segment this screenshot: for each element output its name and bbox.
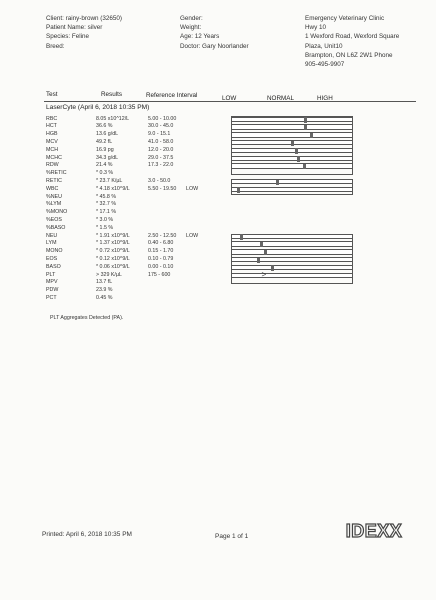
reference-range: 17.3 - 22.0 xyxy=(148,162,174,169)
clinic-line: Emergency Veterinary Clinic xyxy=(305,15,385,22)
col-high: HIGH xyxy=(317,95,333,102)
test-name: MONO xyxy=(46,248,63,255)
test-name: PDW xyxy=(46,287,59,294)
value-marker xyxy=(271,265,274,270)
flag-label: LOW xyxy=(186,232,199,239)
flag-label: LOW xyxy=(186,185,199,192)
result-row xyxy=(46,279,406,287)
col-results: Results xyxy=(101,91,122,98)
result-value: * 17.1 % xyxy=(96,209,117,216)
result-value: * 1.91 x10^9/L xyxy=(96,232,130,239)
range-bar xyxy=(231,249,353,255)
test-name: MCV xyxy=(46,138,58,145)
result-row xyxy=(46,272,406,280)
result-value: * 0.06 x10^9/L xyxy=(96,263,130,270)
reference-range: 5.50 - 19.50 xyxy=(148,185,177,192)
patient-name: Patient Name: silver xyxy=(46,24,103,32)
page-number: Page 1 of 1 xyxy=(215,533,249,540)
result-row xyxy=(46,131,406,139)
test-name: MPV xyxy=(46,279,58,286)
result-value: 0.45 % xyxy=(96,294,113,301)
doctor: Doctor: Gary Noorlander xyxy=(180,42,249,50)
result-value: * 3.0 % xyxy=(96,216,114,223)
test-name: RBC xyxy=(46,115,58,122)
reference-range: 12.0 - 20.0 xyxy=(148,146,174,153)
value-marker xyxy=(260,242,263,247)
result-row xyxy=(46,233,406,241)
test-name: PLT xyxy=(46,271,56,278)
test-name: WBC xyxy=(46,185,59,192)
test-name: HGB xyxy=(46,131,58,138)
reference-range: 3.0 - 50.0 xyxy=(148,177,171,184)
value-marker xyxy=(240,234,243,239)
result-value: * 4.18 x10^9/L xyxy=(96,185,130,192)
result-row xyxy=(46,178,406,186)
result-row xyxy=(46,240,406,248)
value-marker xyxy=(304,125,307,130)
range-bar xyxy=(231,140,353,146)
result-value: 13.6 g/dL xyxy=(96,131,119,138)
result-value: 13.7 fL xyxy=(96,279,113,286)
result-row xyxy=(46,162,406,170)
reference-range: 0.10 - 0.79 xyxy=(148,255,174,262)
section-title: LaserCyte (April 6, 2018 10:35 PM) xyxy=(46,104,150,111)
value-marker xyxy=(276,180,279,185)
result-row xyxy=(46,116,406,124)
clinic-line: Plaza, Unit10 xyxy=(305,42,343,50)
value-marker xyxy=(295,148,298,153)
result-value: * 45.8 % xyxy=(96,193,117,200)
test-name: RDW xyxy=(46,162,59,169)
result-value: 8.05 x10^12/L xyxy=(96,115,130,122)
col-normal: NORMAL xyxy=(267,95,294,102)
patient-details xyxy=(180,14,249,51)
reference-range: 9.0 - 15.1 xyxy=(148,131,171,138)
client-info xyxy=(46,14,122,51)
test-name: NEU xyxy=(46,232,58,239)
test-name: MCHC xyxy=(46,154,62,161)
result-row xyxy=(46,295,406,303)
result-value: * 1.37 x10^9/L xyxy=(96,240,130,247)
range-bar xyxy=(231,187,353,193)
result-row xyxy=(46,248,406,256)
reference-range: 2.50 - 12.50 xyxy=(148,232,177,239)
range-bar xyxy=(231,117,353,123)
idexx-logo-mark xyxy=(335,521,413,541)
test-name: BASO xyxy=(46,263,61,270)
result-value: * 0.72 x10^9/L xyxy=(96,248,130,255)
test-name: %RETIC xyxy=(46,170,67,177)
test-name: %BASO xyxy=(46,224,66,231)
range-bar xyxy=(231,241,353,247)
test-name: %NEU xyxy=(46,193,62,200)
clinic-line: Hwy 10 xyxy=(305,24,326,32)
note: PLT Aggregates Detected (PA). xyxy=(50,315,124,321)
test-name: %MONO xyxy=(46,209,68,216)
result-value: * 0.12 x10^9/L xyxy=(96,255,130,262)
value-marker xyxy=(310,133,313,138)
range-bar xyxy=(231,148,353,154)
result-row xyxy=(46,217,406,225)
result-value: 36.6 % xyxy=(96,123,113,130)
test-name: RETIC xyxy=(46,177,62,184)
col-low: LOW xyxy=(222,95,237,102)
result-row xyxy=(46,123,406,131)
clinic-line: 1 Wexford Road, Wexford Square xyxy=(305,33,400,41)
age: Age: 12 Years xyxy=(180,33,220,41)
test-name: PCT xyxy=(46,294,57,301)
result-value: 16.9 pg xyxy=(96,146,114,153)
result-value: * 23.7 K/µL xyxy=(96,177,123,184)
clinic-line: 905-495-9907 xyxy=(305,61,345,69)
clinic-line: Brampton, ON L6Z 2W1 Phone xyxy=(305,51,393,59)
result-row xyxy=(46,209,406,217)
value-marker xyxy=(257,258,260,263)
reference-range: 175 - 600 xyxy=(148,271,171,278)
value-marker xyxy=(303,164,306,169)
reference-range: 30.0 - 45.0 xyxy=(148,123,174,130)
species: Species: Feline xyxy=(46,33,90,41)
reference-range: 5.00 - 10.00 xyxy=(148,115,177,122)
result-row xyxy=(46,194,406,202)
result-value: * 0.3 % xyxy=(96,170,114,177)
idexx-logo xyxy=(335,521,413,546)
range-bar xyxy=(231,163,353,169)
reference-range: 41.0 - 58.0 xyxy=(148,138,174,145)
result-value: * 32.7 % xyxy=(96,201,117,208)
result-value: > 329 K/µL xyxy=(96,271,122,278)
value-marker xyxy=(237,187,240,192)
result-row xyxy=(46,147,406,155)
result-row xyxy=(46,287,406,295)
range-bar xyxy=(231,132,353,138)
result-row xyxy=(46,186,406,194)
reference-range: 0.15 - 1.70 xyxy=(148,248,174,255)
test-name: %EOS xyxy=(46,216,62,223)
breed: Breed: xyxy=(46,42,65,50)
result-row xyxy=(46,155,406,163)
reference-range: 29.0 - 37.5 xyxy=(148,154,174,161)
test-name: %LYM xyxy=(46,201,62,208)
test-name: HCT xyxy=(46,123,57,130)
test-name: LYM xyxy=(46,240,57,247)
result-row xyxy=(46,139,406,147)
greater-than-marker: > xyxy=(261,270,267,279)
result-value: 49.2 fL xyxy=(96,138,113,145)
test-name: MCH xyxy=(46,146,59,153)
result-row xyxy=(46,225,406,233)
header-divider xyxy=(44,101,416,102)
col-test: Test xyxy=(46,91,58,98)
result-row xyxy=(46,256,406,264)
col-reference: Reference Interval xyxy=(146,92,198,99)
range-bar xyxy=(231,265,353,271)
range-bar xyxy=(231,179,353,185)
result-value: 23.9 % xyxy=(96,287,113,294)
value-marker xyxy=(297,156,300,161)
result-value: 21.4 % xyxy=(96,162,113,169)
printed-date: Printed: April 6, 2018 10:35 PM xyxy=(42,531,132,538)
client-name: Client: rainy-brown (32650) xyxy=(46,15,122,22)
clinic-address xyxy=(305,14,399,69)
weight: Weight: xyxy=(180,24,202,32)
value-marker xyxy=(264,250,267,255)
test-name: EOS xyxy=(46,255,58,262)
result-value: 34.3 g/dL xyxy=(96,154,119,161)
reference-range: 0.40 - 6.80 xyxy=(148,240,174,247)
result-row xyxy=(46,170,406,178)
result-row xyxy=(46,264,406,272)
value-marker xyxy=(304,117,307,122)
reference-range: 0.00 - 0.10 xyxy=(148,263,174,270)
range-bar xyxy=(231,234,353,240)
range-bar xyxy=(231,270,353,279)
value-marker xyxy=(291,141,294,146)
result-value: * 1.5 % xyxy=(96,224,114,231)
result-row xyxy=(46,201,406,209)
gender: Gender: xyxy=(180,15,203,22)
logo-wordmark: IDEXX xyxy=(345,521,403,541)
range-bar xyxy=(231,156,353,162)
range-bar xyxy=(231,257,353,263)
range-bar xyxy=(231,124,353,130)
